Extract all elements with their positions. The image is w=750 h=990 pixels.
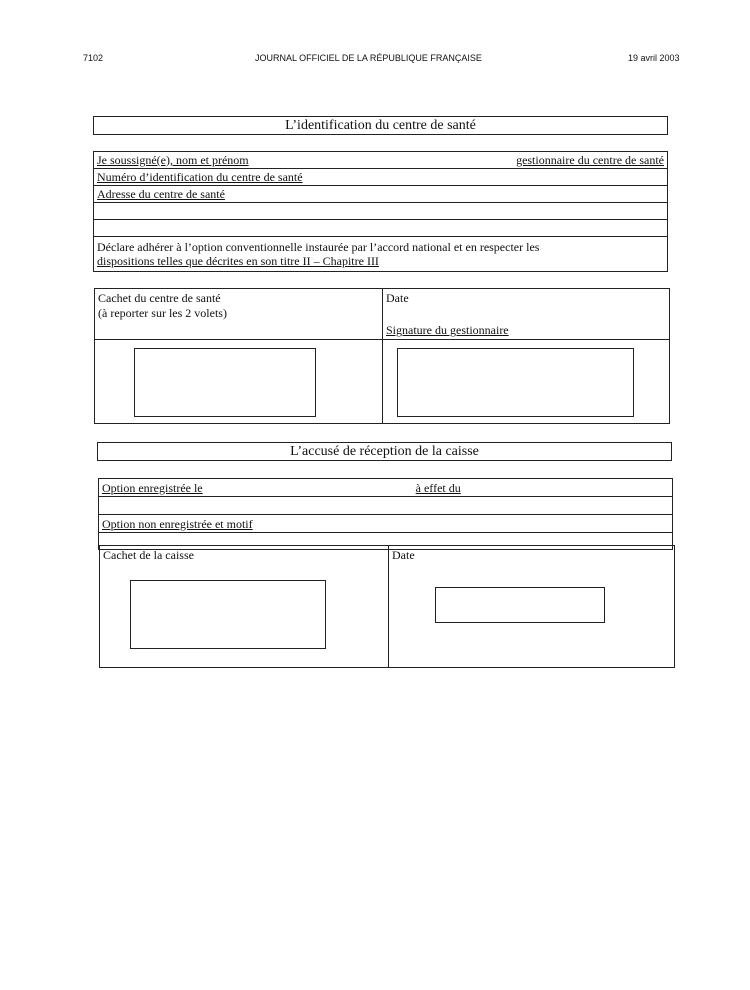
identification-form: [93, 151, 668, 272]
numero-label: Numéro d’identification du centre de santé: [97, 170, 303, 184]
declaration-line-1: Déclare adhérer à l’option conventionnelle instaurée par l’accord national et en respecter les: [97, 240, 540, 254]
option-non-row[interactable]: [98, 514, 673, 532]
identification-title-text: L’identification du centre de santé: [285, 118, 476, 133]
gestionnaire-label: gestionnaire du centre de santé: [516, 153, 664, 167]
cachet-centre-area: [94, 339, 383, 424]
option-non-label: Option non enregistrée et motif: [102, 516, 253, 531]
option-enregistree-row[interactable]: [98, 478, 673, 496]
accuse-title: [97, 442, 672, 461]
option-enregistree-line-2[interactable]: [98, 496, 673, 514]
page-number: 7102: [83, 53, 104, 63]
soussigne-label: Je soussigné(e), nom et prénom: [97, 153, 249, 167]
date-caisse-box[interactable]: [435, 587, 605, 623]
header-date: 19 avril 2003: [628, 53, 680, 63]
cachet-caisse-label: Cachet de la caisse: [103, 548, 194, 562]
cachet-caisse-cell: [99, 545, 389, 668]
date-caisse-label: Date: [392, 548, 415, 562]
declaration-line-2: dispositions telles que décrites en son titre II – Chapitre III: [97, 254, 379, 268]
signature-box[interactable]: [397, 348, 634, 417]
soussigne-row[interactable]: [93, 151, 668, 168]
cachet-caisse-box[interactable]: [130, 580, 326, 649]
cachet-centre-box[interactable]: [134, 348, 316, 417]
date-signature-cell: [382, 288, 670, 340]
date-label: Date: [386, 291, 409, 305]
accuse-title-text: L’accusé de réception de la caisse: [290, 444, 479, 459]
numero-row[interactable]: [93, 168, 668, 185]
declaration-row: [93, 236, 668, 272]
effet-label: à effet du: [415, 480, 461, 495]
date-caisse-cell: [388, 545, 675, 668]
adresse-label: Adresse du centre de santé: [97, 187, 225, 201]
cachet-centre-cell: [94, 288, 383, 340]
option-enregistree-label: Option enregistrée le: [102, 480, 203, 495]
cachet-centre-note: (à reporter sur les 2 volets): [98, 306, 227, 320]
adresse-row[interactable]: [93, 185, 668, 202]
cachet-centre-label: Cachet du centre de santé: [98, 291, 221, 305]
adresse-line-3[interactable]: [93, 219, 668, 236]
accuse-form: [98, 478, 673, 550]
signature-area: [382, 339, 670, 424]
identification-title: [93, 116, 668, 135]
signature-label: Signature du gestionnaire: [386, 323, 509, 337]
journal-title: JOURNAL OFFICIEL DE LA RÉPUBLIQUE FRANÇAISE: [255, 53, 482, 63]
adresse-line-2[interactable]: [93, 202, 668, 219]
